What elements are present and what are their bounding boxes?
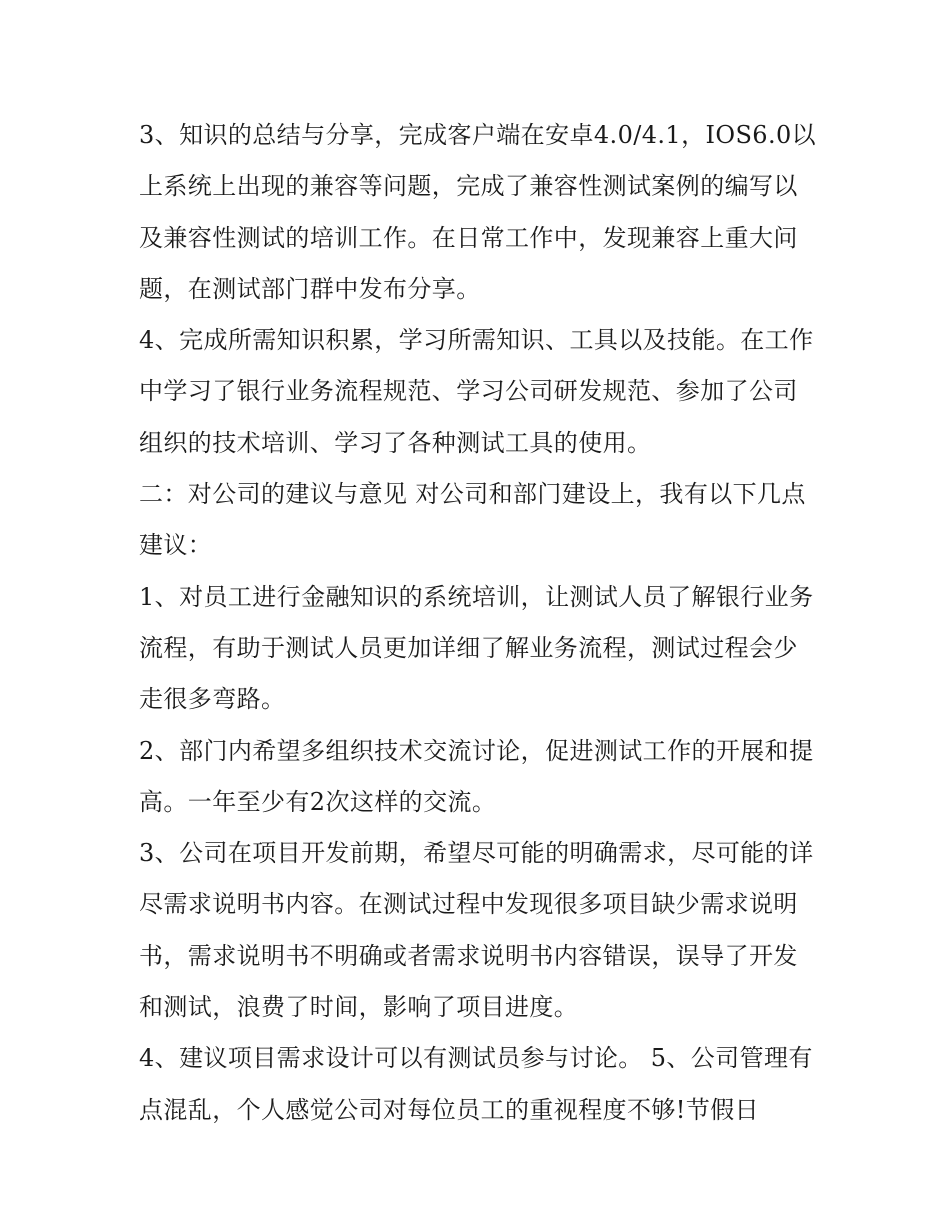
paragraph-suggestion-3: 3、公司在项目开发前期，希望尽可能的明确需求，尽可能的详尽需求说明书内容。在测试过程中发现很多项目缺少需求说明书，需求说明书不明确或者需求说明书内容错误，误导了开发和测试，浪费了时间，影响了项目进度。 [139, 839, 814, 1022]
paragraph-knowledge-sharing: 3、知识的总结与分享，完成客户端在安卓4.0/4.1，IOS6.0以上系统上出现的兼容等问题，完成了兼容性测试案例的编写以及兼容性测试的培训工作。在日常工作中，发现兼容上重大问题，在测试部门群中发布分享。 [139, 121, 817, 303]
paragraph-knowledge-accumulation: 4、完成所需知识积累，学习所需知识、工具以及技能。在工作中学习了银行业务流程规范、学习公司研发规范、参加了公司组织的技术培训、学习了各种测试工具的使用。 [139, 326, 814, 457]
section-heading-suggestions: 二：对公司的建议与意见 对公司和部门建设上，我有以下几点建议： [139, 480, 806, 560]
paragraph-suggestion-4-5: 4、建议项目需求设计可以有测试员参与讨论。 5、公司管理有点混乱，个人感觉公司对每位员工的重视程度不够!节假日 [139, 1044, 813, 1124]
paragraph-suggestion-1: 1、对员工进行金融知识的系统培训，让测试人员了解银行业务流程，有助于测试人员更加详细了解业务流程，测试过程会少走很多弯路。 [139, 582, 814, 714]
document-body [139, 110, 819, 1136]
paragraph-suggestion-2: 2、部门内希望多组织技术交流讨论，促进测试工作的开展和提高。一年至少有2次这样的交流。 [139, 736, 814, 816]
